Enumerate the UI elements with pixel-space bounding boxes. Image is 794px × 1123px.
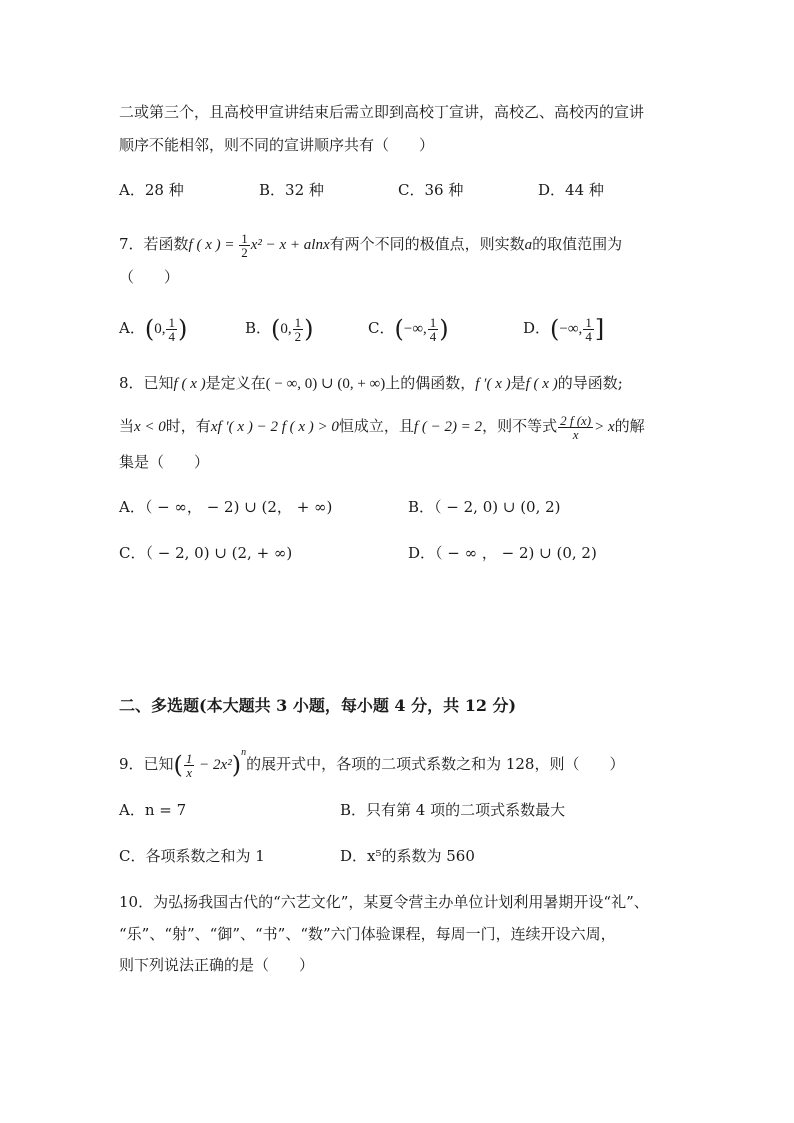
q7-suffix2: 的取值范围为 [532, 235, 623, 253]
q10-line1: 10．为弘扬我国古代的“六艺文化”，某夏令营主办单位计划利用暑期开设“礼”、 [119, 893, 649, 911]
q7-stem [119, 228, 622, 261]
q7-func: f ( x ) = [188, 237, 239, 253]
q7-option-c: C．(−∞, $\frac{1}{4}$ ) [368, 314, 449, 344]
q9-stem: 9．已知( $\frac{1}{x}$ − 2x²)$^n$的展开式中，各项的二项式系数之和为 128，则（ ） [119, 747, 625, 780]
q9-option-b: B．只有第 4 项的二项式系数最大 [340, 801, 566, 819]
q6-line1: 二或第三个，且高校甲宣讲结束后需立即到高校丁宣讲，高校乙、高校丙的宣讲 [119, 103, 645, 121]
q6-option-d: D．44 种 [538, 181, 604, 199]
q9-option-d: D．x⁵的系数为 560 [340, 847, 475, 865]
q7-func-rest: x² − x + alnx [250, 237, 330, 253]
q10-line3: 则下列说法正确的是（ ） [119, 956, 315, 974]
q7-option-b: B．(0, $\frac{1}{2}$ ) [245, 314, 314, 344]
q6-line2: 顺序不能相邻，则不同的宣讲顺序共有（ ） [119, 136, 435, 154]
q8-option-b: B．（ − 2, 0) ∪ (0, 2) [408, 498, 561, 516]
q7-option-a: A．(0, $\frac{1}{4}$ ) [119, 314, 188, 344]
q7-prefix: 7．若函数 [119, 235, 189, 253]
q7-paren: （ ） [119, 268, 180, 286]
q10-line2: “乐”、“射”、“御”、“书”、“数”六门体验课程，每周一门，连续开设六周， [119, 925, 616, 943]
q6-option-b: B．32 种 [259, 181, 324, 199]
q7-option-d: D．(−∞, $\frac{1}{4}$ ] [523, 314, 605, 344]
q9-option-c: C．各项系数之和为 1 [119, 847, 265, 865]
q8-line2: 当x < 0时，有xf ′( x ) − 2 f ( x ) > 0恒成立，且f ( − 2) = 2，则不等式 $\frac{2 f (x)}{x}$ > x的解 [119, 412, 645, 442]
q8-line1: 8．已知f ( x )是定义在( − ∞, 0) ∪ (0, + ∞)上的偶函数，f ′( x )是f ( x )的导函数; [119, 374, 623, 392]
q7-var: a [524, 237, 533, 253]
q7-half: $\frac{1}{2}$ [241, 230, 248, 260]
q8-option-a: A．（ − ∞， − 2) ∪ (2， + ∞) [119, 498, 333, 516]
q7-suffix: 有两个不同的极值点，则实数 [329, 235, 525, 253]
q8-option-d: D．（ − ∞ ， − 2) ∪ (0, 2) [408, 544, 597, 562]
q8-line3: 集是（ ） [119, 453, 210, 471]
q6-option-a: A．28 种 [119, 181, 184, 199]
q6-option-c: C．36 种 [398, 181, 464, 199]
q9-option-a: A．n = 7 [119, 801, 187, 819]
q8-option-c: C．（ − 2, 0) ∪ (2, + ∞) [119, 544, 293, 562]
section-heading: 二、多选题(本大题共 3 小题，每小题 4 分，共 12 分) [119, 696, 517, 715]
